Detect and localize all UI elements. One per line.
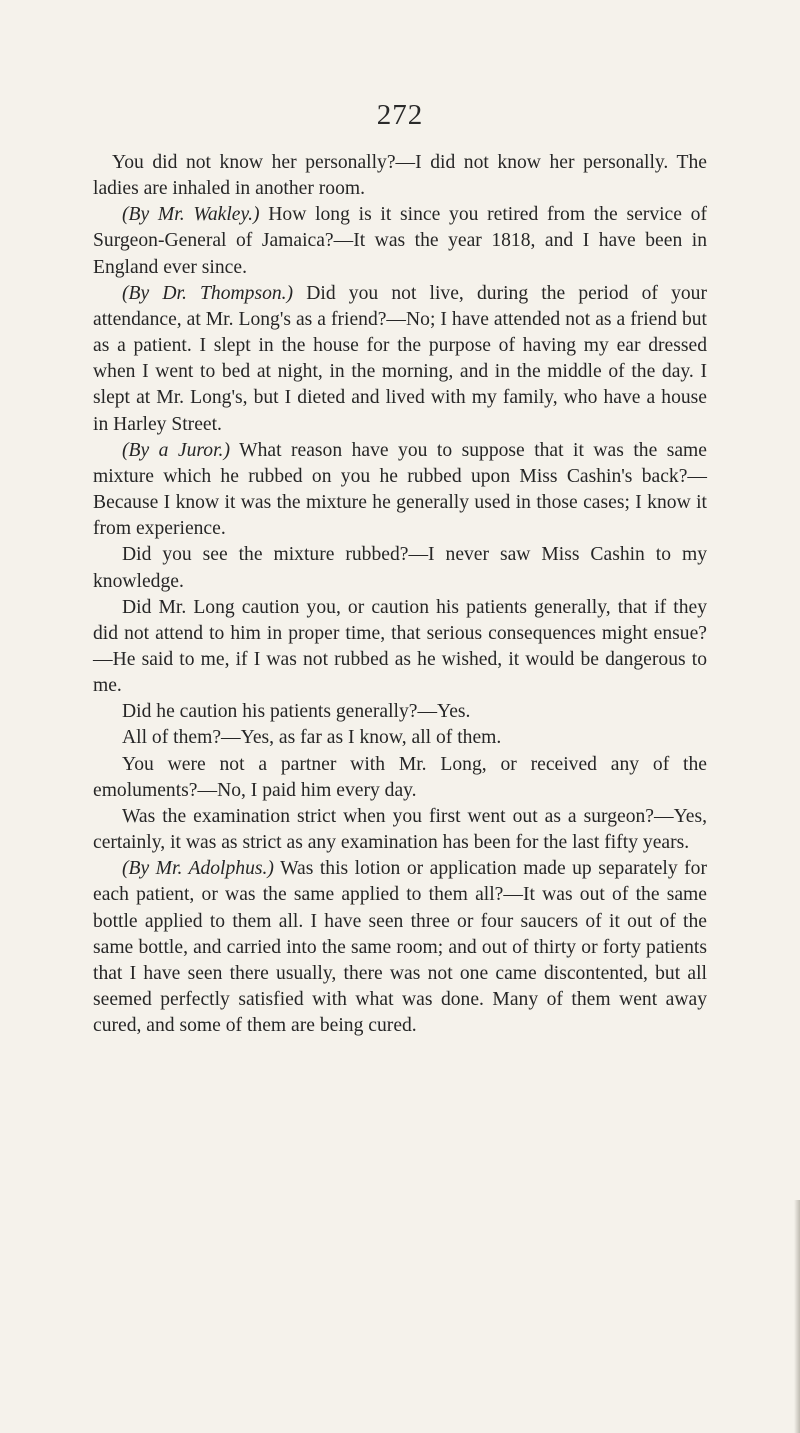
paragraph-text: How long is it since you retired from the service of Surgeon-General of Jamaica?—It was the year 1818, and I have been in England ever since. <box>93 204 707 278</box>
testimony-paragraph <box>93 856 707 1039</box>
speaker-attribution: (By Mr. Adolphus.) <box>122 858 274 880</box>
paragraph-text: Did you not live, during the period of your attendance, at Mr. Long's as a friend?—No; I have attended not as a friend but as a patient. I slept in the house for the purpose of having my ear dressed when I went to bed at night, in the morning, and in the middle of the day. I slept at Mr. Long's, but I dieted and lived with my family, who have a house in Harley Street. <box>93 282 707 435</box>
testimony-paragraph <box>93 804 707 856</box>
testimony-paragraph <box>93 752 707 804</box>
paragraph-text: Was the examination strict when you first went out as a surgeon?—Yes, certainly, it was as strict as any examination has been for the last fifty years. <box>93 805 707 854</box>
page-edge-shadow <box>794 1200 800 1433</box>
speaker-attribution: (By a Juror.) <box>122 439 230 461</box>
testimony-paragraph <box>93 699 707 725</box>
testimony-paragraph <box>93 438 707 543</box>
speaker-attribution: (By Dr. Thompson.) <box>122 282 294 304</box>
paragraph-text: Was this lotion or application made up separately for each patient, or was the same applied to them all?—It was out of the same bottle applied to them all. I have seen three or four saucers of it out of the same bottle, and carried into the same room; and out of thirty or forty patients that I have seen there usually, there was not one came discontented, but all seemed perfectly satisfied with what was done. Many of them went away cured, and some of them are being cured. <box>93 858 707 1037</box>
testimony-paragraph <box>93 542 707 594</box>
paragraph-text: You were not a partner with Mr. Long, or received any of the emoluments?—No, I paid him every day. <box>93 753 707 801</box>
paragraph-text: Did you see the mixture rubbed?—I never saw Miss Cashin to my knowledge. <box>93 544 707 592</box>
testimony-text <box>93 150 707 1039</box>
testimony-paragraph <box>93 281 707 438</box>
testimony-paragraph <box>93 725 707 751</box>
page-number: 272 <box>376 99 424 131</box>
paragraph-text: You did not know her personally?—I did not know her personally. The ladies are inhaled in another room. <box>93 152 707 200</box>
testimony-paragraph <box>93 150 707 202</box>
paragraph-text: All of them?—Yes, as far as I know, all of them. <box>122 727 502 749</box>
testimony-paragraph <box>93 202 707 280</box>
paragraph-text: Did he caution his patients generally?—Yes. <box>122 701 471 723</box>
speaker-attribution: (By Mr. Wakley.) <box>122 204 260 226</box>
paragraph-text: Did Mr. Long caution you, or caution his patients generally, that if they did not attend to him in proper time, that serious consequences might ensue?—He said to me, if I was not rubbed as he wished, it would be dangerous to me. <box>93 596 707 697</box>
testimony-paragraph <box>93 595 707 700</box>
paragraph-text: What reason have you to suppose that it was the same mixture which he rubbed on you he rubbed upon Miss Cashin's back?—Because I know it was the mixture he generally used in those cases; I know it from experience. <box>93 439 707 540</box>
